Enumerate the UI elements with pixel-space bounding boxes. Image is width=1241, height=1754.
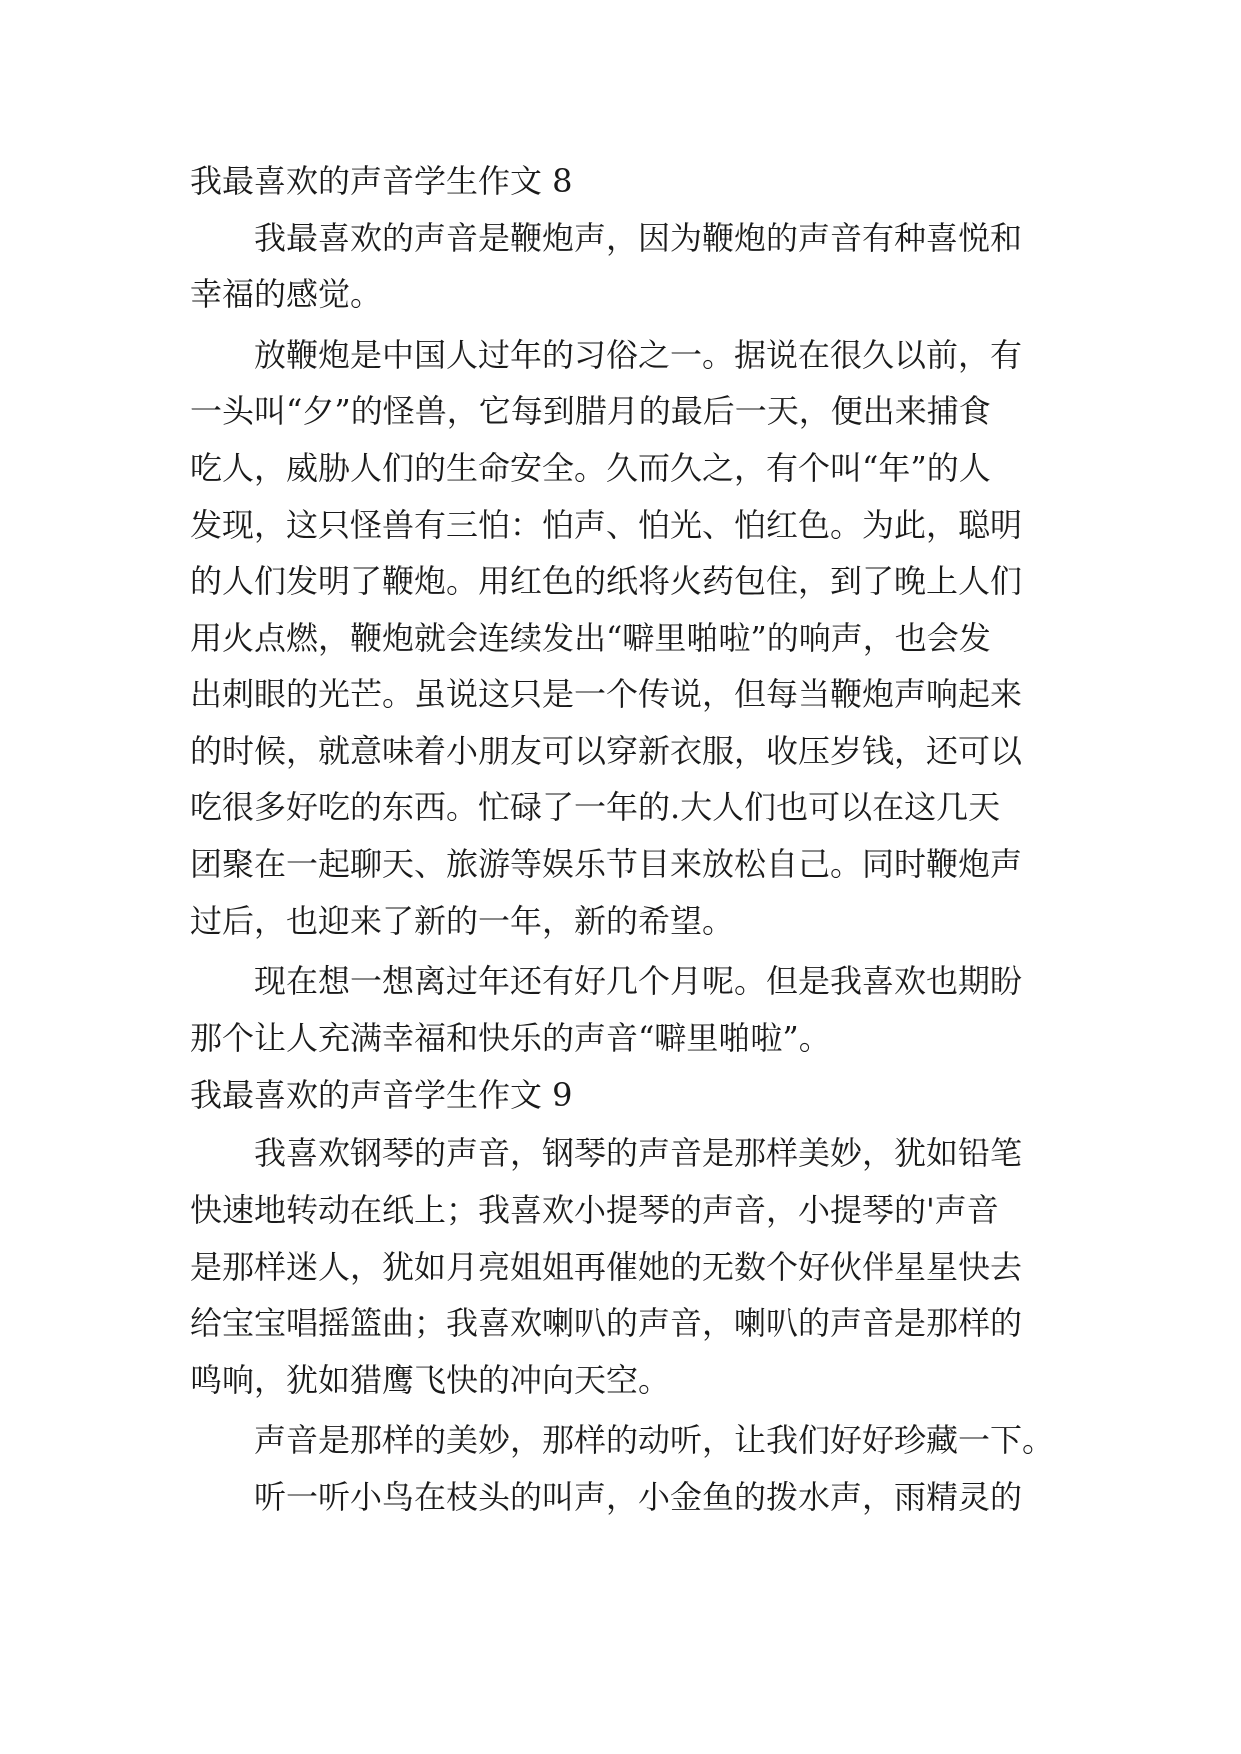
paragraph-line: 放鞭炮是中国人过年的习俗之一。据说在很久以前，有 bbox=[254, 336, 1023, 374]
paragraph-line: 发现，这只怪兽有三怕：怕声、怕光、怕红色。为此，聪明 bbox=[190, 506, 1023, 544]
paragraph-line: 幸福的感觉。 bbox=[190, 275, 383, 313]
paragraph-line: 声音是那样的美妙，那样的动听，让我们好好珍藏一下。 bbox=[254, 1421, 1055, 1459]
paragraph-line: 的人们发明了鞭炮。用红色的纸将火药包住，到了晚上人们 bbox=[190, 562, 1023, 600]
paragraph-line: 用火点燃，鞭炮就会连续发出“噼里啪啦”的响声，也会发 bbox=[190, 619, 991, 657]
paragraph-line: 出刺眼的光芒。虽说这只是一个传说，但每当鞭炮声响起来 bbox=[190, 675, 1023, 713]
paragraph-line: 团聚在一起聊天、旅游等娱乐节目来放松自己。同时鞭炮声 bbox=[190, 845, 1023, 883]
paragraph-line: 那个让人充满幸福和快乐的声音“噼里啪啦”。 bbox=[190, 1019, 831, 1057]
paragraph-line: 吃很多好吃的东西。忙碌了一年的.大人们也可以在这几天 bbox=[190, 788, 1001, 826]
paragraph-line: 我喜欢钢琴的声音，钢琴的声音是那样美妙，犹如铅笔 bbox=[254, 1134, 1023, 1172]
essay-title-8: 我最喜欢的声音学生作文 8 bbox=[190, 162, 573, 200]
paragraph-line: 过后，也迎来了新的一年，新的希望。 bbox=[190, 902, 735, 940]
essay-title-9: 我最喜欢的声音学生作文 9 bbox=[190, 1076, 573, 1114]
paragraph-line: 快速地转动在纸上；我喜欢小提琴的声音，小提琴的'声音 bbox=[190, 1191, 999, 1229]
paragraph-line: 听一听小鸟在枝头的叫声，小金鱼的拨水声，雨精灵的 bbox=[254, 1478, 1023, 1516]
paragraph-line: 一头叫“夕”的怪兽，它每到腊月的最后一天，便出来捕食 bbox=[190, 392, 991, 430]
paragraph-line: 鸣响，犹如猎鹰飞快的冲向天空。 bbox=[190, 1361, 671, 1399]
paragraph-line: 我最喜欢的声音是鞭炮声，因为鞭炮的声音有种喜悦和 bbox=[254, 219, 1023, 257]
paragraph-line: 给宝宝唱摇篮曲；我喜欢喇叭的声音，喇叭的声音是那样的 bbox=[190, 1304, 1023, 1342]
paragraph-line: 现在想一想离过年还有好几个月呢。但是我喜欢也期盼 bbox=[254, 962, 1023, 1000]
paragraph-line: 的时候，就意味着小朋友可以穿新衣服，收压岁钱，还可以 bbox=[190, 732, 1023, 770]
paragraph-line: 是那样迷人，犹如月亮姐姐再催她的无数个好伙伴星星快去 bbox=[190, 1248, 1023, 1286]
paragraph-line: 吃人，威胁人们的生命安全。久而久之，有个叫“年”的人 bbox=[190, 449, 991, 487]
